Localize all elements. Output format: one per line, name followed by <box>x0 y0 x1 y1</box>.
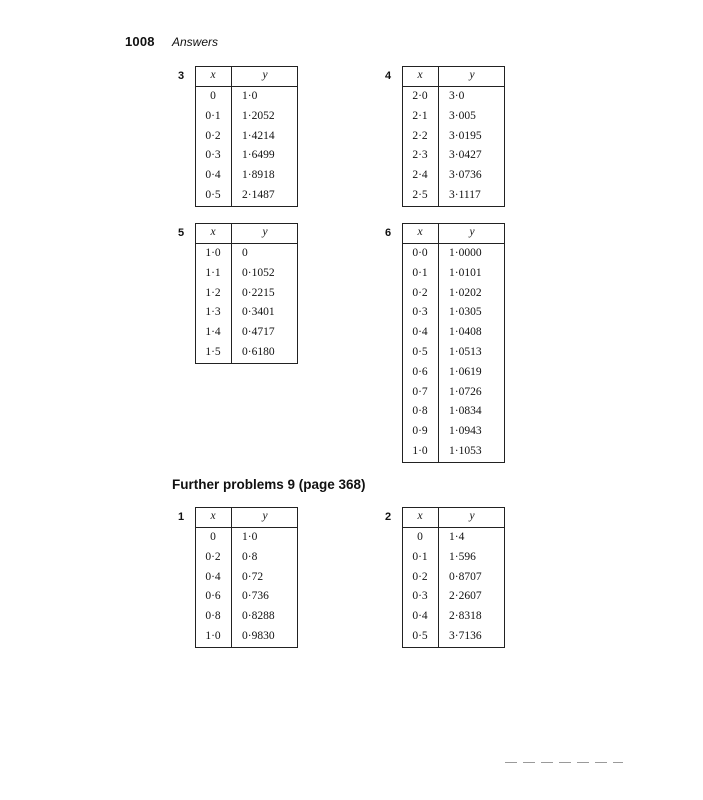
table-row <box>402 264 505 284</box>
table-border <box>402 206 505 207</box>
cell-x: 0·4 <box>402 607 439 627</box>
column-header-x: x <box>402 223 439 243</box>
column-header-x: x <box>402 507 439 527</box>
table-border <box>195 363 298 364</box>
table-row <box>195 86 298 106</box>
cell-y: 1·4214 <box>242 129 275 142</box>
cell-x: 2·4 <box>402 166 439 186</box>
table-row <box>402 107 505 127</box>
cell-y: 3·7136 <box>449 629 482 642</box>
table-row <box>402 382 505 402</box>
cell-y: 1·0619 <box>449 365 482 378</box>
cell-x: 0·3 <box>402 303 439 323</box>
cell-x: 0·9 <box>402 422 439 442</box>
table-border <box>402 507 403 647</box>
cell-x: 0·2 <box>195 548 232 568</box>
cell-x: 2·1 <box>402 107 439 127</box>
table-border <box>195 66 298 67</box>
table-row <box>402 548 505 568</box>
cell-y: 2·1487 <box>242 188 275 201</box>
cell-y: 0·1052 <box>242 266 275 279</box>
table-border <box>402 507 505 508</box>
cell-y: 0·4717 <box>242 326 275 339</box>
table-row <box>195 186 298 206</box>
table-border <box>297 507 298 647</box>
table-row <box>195 323 298 343</box>
table-border <box>402 223 505 224</box>
values-table <box>195 66 298 206</box>
table-border <box>402 462 505 463</box>
table-border <box>195 647 298 648</box>
question-number: 4 <box>385 70 392 82</box>
cell-y: 1·4 <box>449 530 465 543</box>
cell-y: 1·0202 <box>449 286 482 299</box>
cell-x: 0·5 <box>402 343 439 363</box>
cell-x: 2·5 <box>402 186 439 206</box>
cell-y: 0·736 <box>242 590 269 603</box>
table-row <box>195 283 298 303</box>
table-row <box>195 243 298 263</box>
cell-x: 1·0 <box>195 243 232 263</box>
cell-x: 1·4 <box>195 323 232 343</box>
table-row <box>195 126 298 146</box>
table-row <box>195 107 298 127</box>
table-row <box>402 86 505 106</box>
cell-x: 0 <box>402 527 439 547</box>
cell-y: 1·0101 <box>449 266 482 279</box>
cell-x: 0·1 <box>195 107 232 127</box>
values-table <box>195 507 298 647</box>
cell-x: 0·3 <box>402 587 439 607</box>
table-row <box>195 567 298 587</box>
table-row <box>402 363 505 383</box>
table-row <box>402 567 505 587</box>
table-border <box>402 647 505 648</box>
column-header-y: y <box>232 223 299 243</box>
table-border <box>195 223 196 363</box>
cell-y: 0·72 <box>242 570 264 583</box>
cell-x: 0·1 <box>402 548 439 568</box>
question-number: 3 <box>178 70 185 82</box>
table-row <box>195 146 298 166</box>
values-table <box>195 223 298 363</box>
table-border <box>195 507 298 508</box>
cell-y: 1·8918 <box>242 169 275 182</box>
cell-x: 0·5 <box>402 627 439 647</box>
table-border <box>504 66 505 206</box>
cell-y: 2·8318 <box>449 610 482 623</box>
cell-x: 1·2 <box>195 283 232 303</box>
table-row <box>402 303 505 323</box>
cell-y: 1·0513 <box>449 345 482 358</box>
cell-y: 3·0427 <box>449 149 482 162</box>
cell-x: 0·1 <box>402 264 439 284</box>
cell-y: 3·0195 <box>449 129 482 142</box>
table-border <box>402 66 505 67</box>
column-header-x: x <box>402 66 439 86</box>
table-row <box>195 343 298 363</box>
table-row <box>402 323 505 343</box>
table-row <box>402 442 505 462</box>
table-border <box>297 223 298 363</box>
table-row <box>402 166 505 186</box>
cell-x: 0 <box>195 86 232 106</box>
cell-y: 1·0408 <box>449 326 482 339</box>
column-header-y: y <box>232 66 299 86</box>
cell-x: 1·3 <box>195 303 232 323</box>
cell-y: 3·005 <box>449 109 476 122</box>
cell-x: 2·0 <box>402 86 439 106</box>
table-border <box>402 223 403 462</box>
table-row <box>195 587 298 607</box>
cell-y: 2·2607 <box>449 590 482 603</box>
cell-y: 0·2215 <box>242 286 275 299</box>
cell-y: 3·1117 <box>449 188 481 201</box>
values-table <box>402 507 505 647</box>
question-number: 6 <box>385 227 392 239</box>
table-border <box>195 66 196 206</box>
table-border <box>504 507 505 647</box>
table-row <box>402 283 505 303</box>
cell-x: 0·4 <box>195 166 232 186</box>
table-row <box>402 343 505 363</box>
cell-x: 0·6 <box>402 363 439 383</box>
column-header-y: y <box>439 507 506 527</box>
cell-x: 0·8 <box>195 607 232 627</box>
table-border <box>195 223 298 224</box>
cell-y: 0·8707 <box>449 570 482 583</box>
cell-y: 3·0 <box>449 89 465 102</box>
cell-x: 0 <box>195 527 232 547</box>
cell-x: 0·0 <box>402 243 439 263</box>
cell-y: 1·6499 <box>242 149 275 162</box>
table-row <box>402 422 505 442</box>
cell-x: 0·6 <box>195 587 232 607</box>
table-row <box>195 166 298 186</box>
cell-y: 1·0 <box>242 530 258 543</box>
cell-y: 1·2052 <box>242 109 275 122</box>
cell-y: 0·8 <box>242 550 258 563</box>
cell-x: 0·3 <box>195 146 232 166</box>
column-header-x: x <box>195 507 232 527</box>
cell-x: 2·3 <box>402 146 439 166</box>
cell-y: 1·0305 <box>449 306 482 319</box>
table-border <box>402 66 403 206</box>
table-row <box>195 548 298 568</box>
cell-y: 1·0834 <box>449 405 482 418</box>
cell-x: 2·2 <box>402 126 439 146</box>
column-header-x: x <box>195 66 232 86</box>
column-header-y: y <box>439 223 506 243</box>
cell-x: 0·8 <box>402 402 439 422</box>
table-border <box>504 223 505 462</box>
table-row <box>402 527 505 547</box>
table-border <box>195 507 196 647</box>
cell-y: 0·8288 <box>242 610 275 623</box>
table-row <box>402 402 505 422</box>
question-number: 2 <box>385 511 392 523</box>
column-header-y: y <box>439 66 506 86</box>
table-row <box>402 627 505 647</box>
values-table <box>402 223 505 462</box>
table-row <box>195 303 298 323</box>
cell-y: 0·6180 <box>242 345 275 358</box>
footer-dashes <box>505 762 623 763</box>
cell-y: 1·0 <box>242 89 258 102</box>
values-table <box>402 66 505 206</box>
cell-x: 0·2 <box>402 283 439 303</box>
column-header-y: y <box>232 507 299 527</box>
further-problems-heading: Further problems 9 (page 368) <box>172 477 366 492</box>
running-head: Answers <box>172 35 219 49</box>
cell-y: 1·0000 <box>449 246 482 259</box>
question-number: 1 <box>178 511 185 523</box>
table-row <box>402 146 505 166</box>
cell-x: 0·5 <box>195 186 232 206</box>
cell-x: 1·1 <box>195 264 232 284</box>
table-row <box>402 587 505 607</box>
cell-y: 1·0943 <box>449 425 482 438</box>
column-header-x: x <box>195 223 232 243</box>
cell-y: 0·9830 <box>242 629 275 642</box>
table-row <box>402 186 505 206</box>
cell-x: 0·4 <box>402 323 439 343</box>
cell-y: 1·596 <box>449 550 476 563</box>
cell-y: 0 <box>242 246 248 259</box>
cell-x: 1·5 <box>195 343 232 363</box>
table-row <box>195 527 298 547</box>
table-row <box>402 243 505 263</box>
table-row <box>195 607 298 627</box>
cell-y: 0·3401 <box>242 306 275 319</box>
table-row <box>402 607 505 627</box>
table-row <box>195 264 298 284</box>
table-border <box>297 66 298 206</box>
cell-x: 0·2 <box>402 567 439 587</box>
table-border <box>195 206 298 207</box>
table-row <box>195 627 298 647</box>
cell-x: 1·0 <box>402 442 439 462</box>
cell-x: 0·2 <box>195 126 232 146</box>
cell-x: 0·7 <box>402 382 439 402</box>
cell-x: 1·0 <box>195 627 232 647</box>
cell-y: 1·0726 <box>449 385 482 398</box>
cell-y: 3·0736 <box>449 169 482 182</box>
page-number: 1008 <box>125 34 155 49</box>
table-row <box>402 126 505 146</box>
cell-x: 0·4 <box>195 567 232 587</box>
question-number: 5 <box>178 227 185 239</box>
cell-y: 1·1053 <box>449 444 482 457</box>
